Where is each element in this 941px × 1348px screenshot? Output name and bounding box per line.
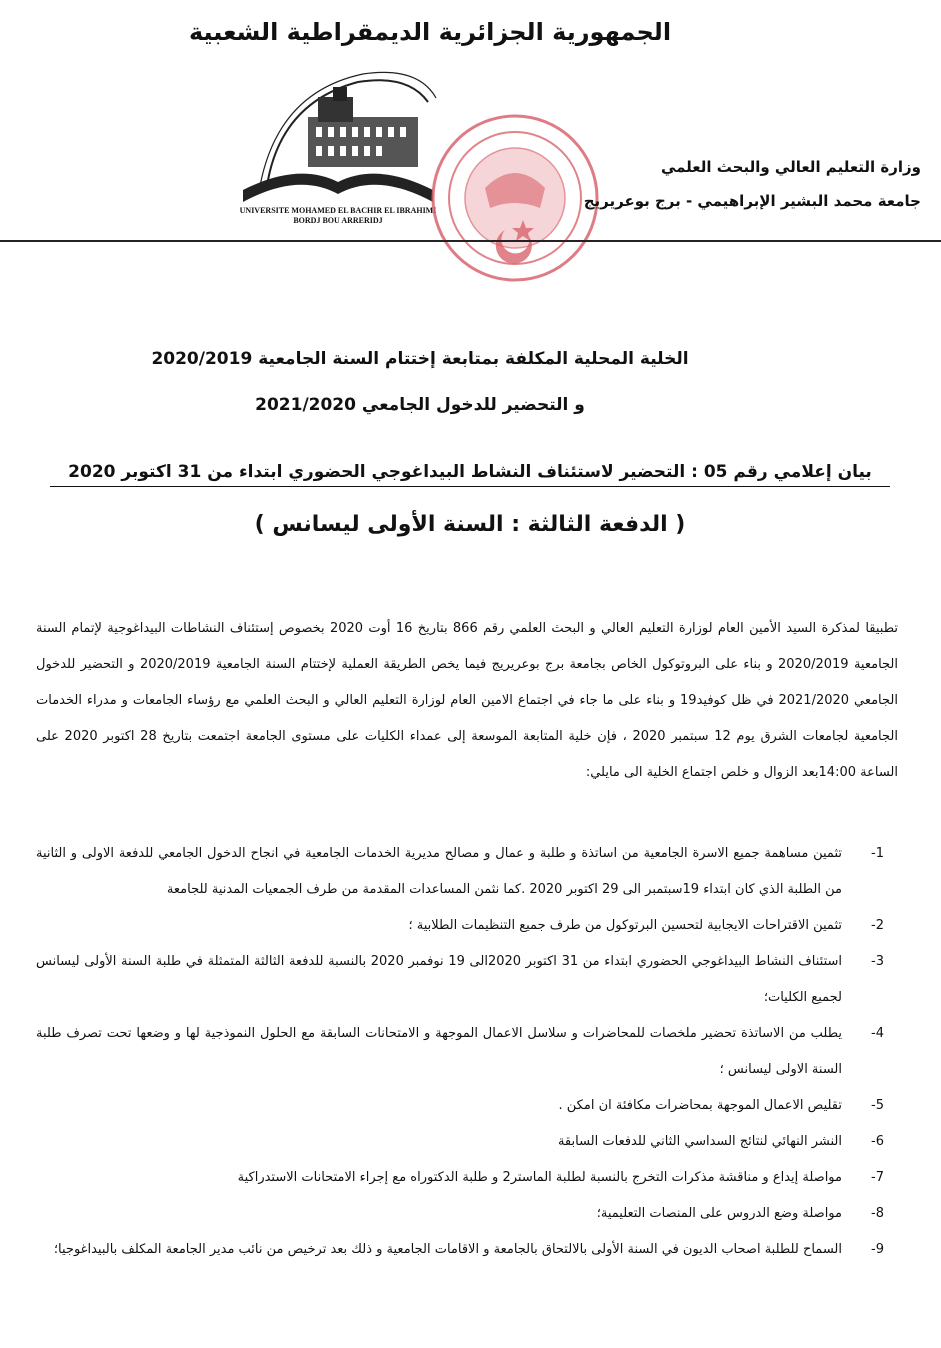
intro-paragraph: تطبيقا لمذكرة السيد الأمين العام لوزارة التعليم العالي و البحث العلمي رقم 866 بتاريخ 16 أوت 2020 بخصوص إستئناف النشاطات البيداغوجية لإتمام السنة الجامعية 2020/2019 و بناء على البروتوكول الخاص بجامعة برج بوعريريج فيما يخص الطريقة العملية لإختتام السنة الجامعية 2020/2019 و التحضير للدخول الجامعي 2021/2020 في ظل كوفيد19 و بناء على ما جاء في اجتماع الامين العام لوزارة التعليم العالي و البحث العلمي مع رؤساء الجامعات و مدراء الخدمات الجامعية لجامعات الشرق يوم 12 سبتمبر 2020 ، فإن خلية المتابعة الموسعة إلى عمداء الكليات على مستوى الجامعة اجتمعت بتاريخ 28 اكتوبر 2020 على الساعة 14:00بعد الزوال و خلص اجتماع الخلية الى مايلي: (36, 621, 899, 780)
cell-title-line2: و التحضير للدخول الجامعي 2021/2020 (255, 395, 585, 415)
university-logo (238, 62, 438, 232)
list-item: -2 تثمين الاقتراحات الايجابية لتحسين البرتوكول من طرف جميع التنظيمات الطلابية ؛ (408, 918, 884, 933)
university-logo-icon (238, 62, 438, 207)
list-item: -1 تثمين مساهمة جميع الاسرة الجامعية من اساتذة و طلبة و عمال و مصالح مديرية الخدمات الجامعية في انجاح الدخول الجامعي للدفعة الاولى و الثانية من الطلبة الذي كان ابتداء 19سبتمبر الى 29 اكتوبر 2020 .كما نثمن المساعدات المقدمة من طرف الجمعيات المدنية للجامعة (36, 846, 884, 897)
header-divider (0, 240, 941, 242)
list-item: -5 تقليص الاعمال الموجهة بمحاضرات مكافئة ان امكن . (558, 1098, 884, 1113)
ministry-name: وزارة التعليم العالي والبحث العلمي (660, 158, 921, 176)
batch-subtitle: ( الدفعة الثالثة : السنة الأولى ليسانس ) (254, 512, 686, 537)
list-item: -4 يطلب من الاساتذة تحضير ملخصات للمحاضرات و سلاسل الاعمال الموجهة و الامتحانات السابقة مع الحلول النموذجية لها و وضعها تحت تصرف طلبة السنة الاولى ليسانس ؛ (36, 1026, 884, 1077)
cell-title (100, 336, 740, 428)
university-name: جامعة محمد البشير الإبراهيمي - برج بوعريريج (583, 192, 921, 210)
decisions-list (36, 836, 898, 1268)
list-item: -8 مواصلة وضع الدروس على المنصات التعليمية؛ (596, 1206, 884, 1221)
cell-title-line1: الخلية المحلية المكلفة بمتابعة إختتام السنة الجامعية 2020/2019 (151, 349, 689, 369)
list-item: -9 السماح للطلبة اصحاب الديون في السنة الأولى بالالتحاق بالجامعة و الاقامات الجامعية و ذلك بعد ترخيص من نائب مدير الجامعة المكلف بالبيداغوجيا؛ (53, 1242, 884, 1257)
list-item: -3 استئناف النشاط البيداغوجي الحضوري ابتداء من 31 اكتوبر 2020الى 19 نوفمبر 2020 بالنسبة للدفعة الثالثة المتمثلة في طلبة السنة الأولى ليسانس لجميع الكليات؛ (36, 954, 884, 1005)
logo-caption-line2: BORDJ BOU ARRERIDJ (293, 216, 383, 225)
logo-caption-line1: UNIVERSITE MOHAMED EL BACHIR EL IBRAHIMI (239, 206, 437, 215)
list-item: -7 مواصلة إيداع و مناقشة مذكرات التخرج بالنسبة لطلبة الماستر2 و طلبة الدكتوراه مع إجراء الامتحانات الاستدراكية (237, 1170, 884, 1185)
ministry-block (561, 150, 921, 218)
statement-title: بيان إعلامي رقم 05 : التحضير لاستئناف النشاط البيداغوجي الحضوري ابتداء من 31 اكتوبر 2020 (50, 462, 890, 487)
republic-heading: الجمهورية الجزائرية الديمقراطية الشعبية (188, 18, 672, 46)
list-item: -6 النشر النهائي لنتائج السداسي الثاني للدفعات السابقة (557, 1134, 884, 1149)
